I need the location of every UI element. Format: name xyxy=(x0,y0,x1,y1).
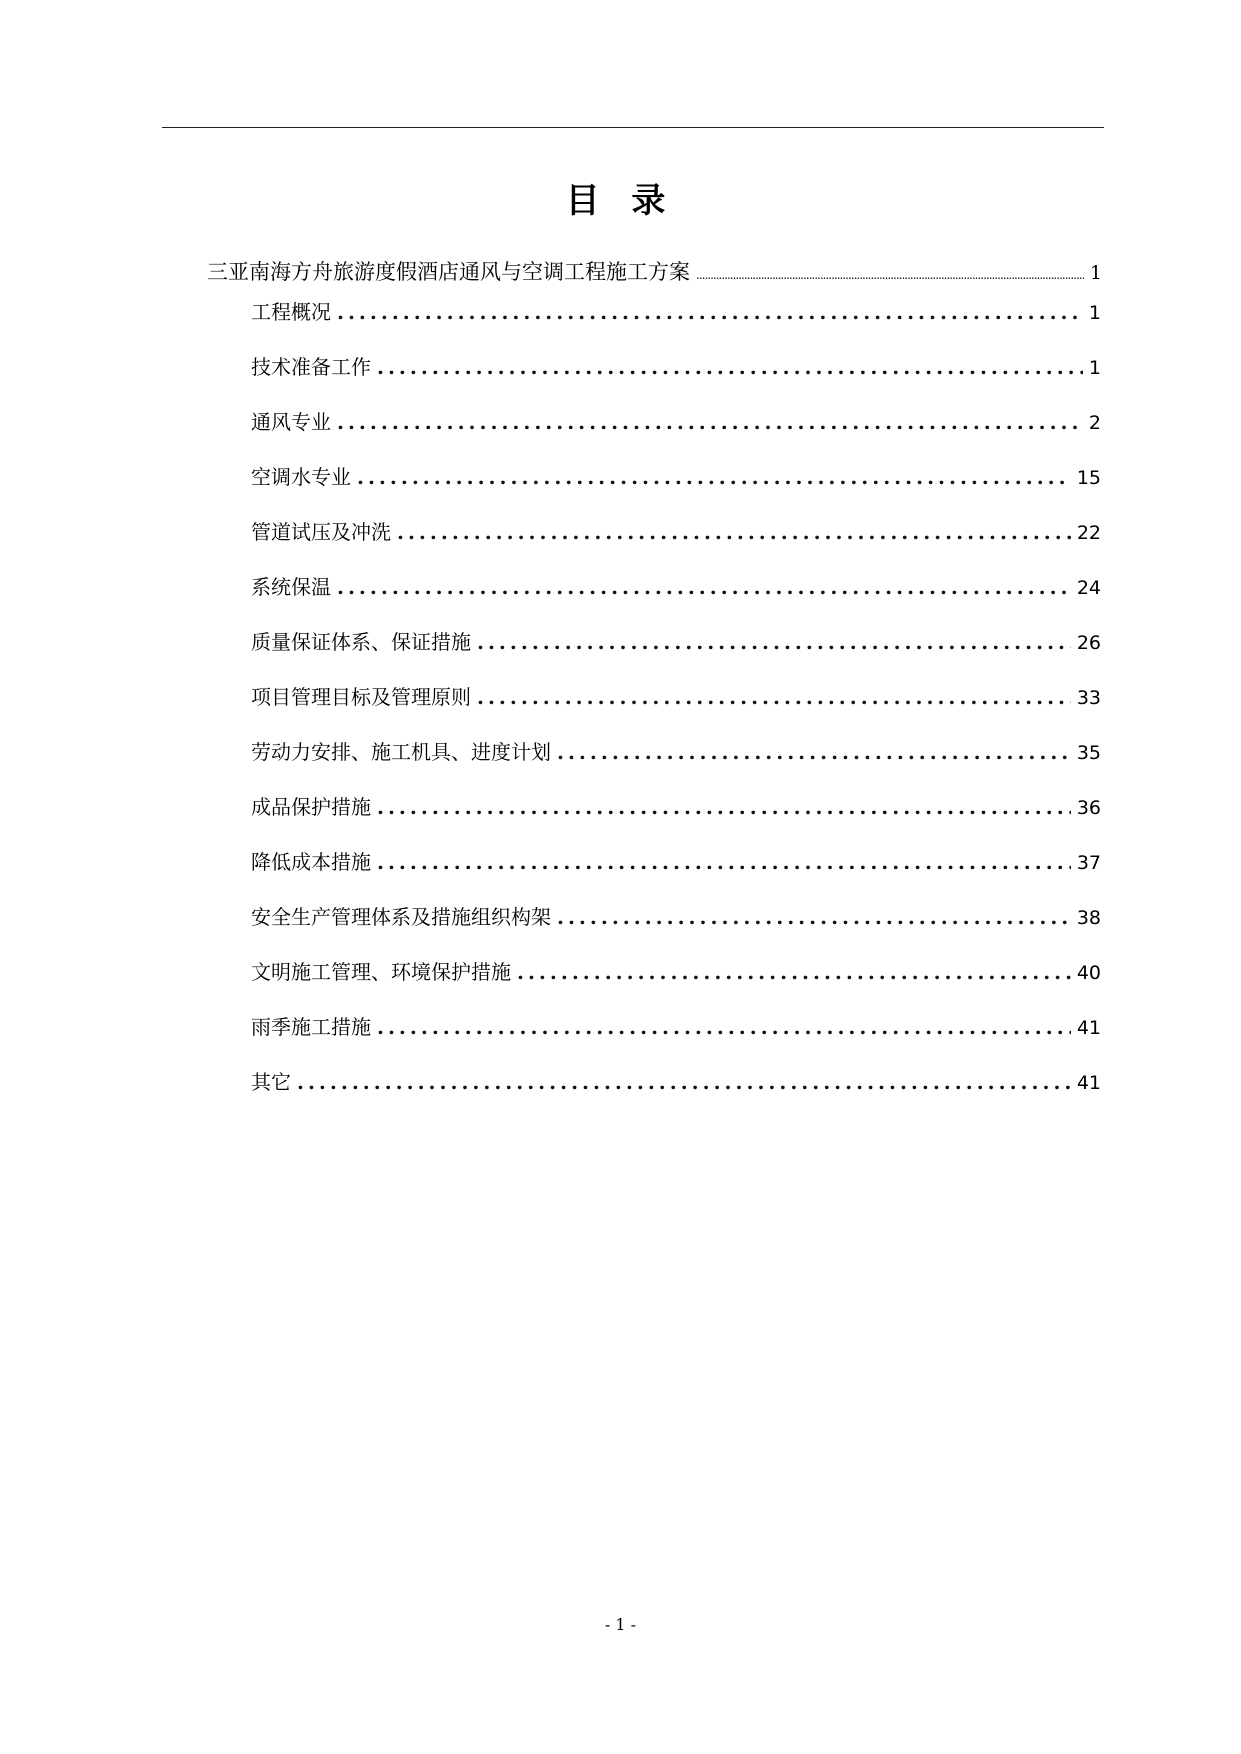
toc-leader-dots xyxy=(337,408,1083,436)
toc-entry-label: 文明施工管理、环境保护措施 xyxy=(251,960,511,984)
toc-leader-dots xyxy=(337,298,1083,326)
toc-leader-dots xyxy=(557,738,1071,766)
toc-entry[interactable] xyxy=(251,793,1101,822)
toc-entry-page: 1 xyxy=(1088,302,1101,324)
toc-entry[interactable] xyxy=(251,573,1101,602)
toc-entry-label: 系统保温 xyxy=(251,575,331,599)
toc-leader-dots xyxy=(337,573,1071,601)
toc-entry[interactable] xyxy=(251,463,1101,492)
toc-entry-label: 技术准备工作 xyxy=(251,355,371,379)
toc-entry[interactable] xyxy=(251,738,1101,767)
toc-entry-label: 降低成本措施 xyxy=(251,850,371,874)
toc-entry-label: 管道试压及冲洗 xyxy=(251,520,391,544)
toc-entry-page: 1 xyxy=(1089,262,1102,284)
toc-leader-dots xyxy=(696,261,1084,289)
toc-entry[interactable] xyxy=(207,258,1102,289)
toc-entry[interactable] xyxy=(251,298,1101,327)
toc-entry-label: 质量保证体系、保证措施 xyxy=(251,630,471,654)
toc-title: 目 录 xyxy=(565,181,676,221)
toc-entry-page: 2 xyxy=(1088,412,1101,434)
toc-entry-label: 劳动力安排、施工机具、进度计划 xyxy=(251,740,551,764)
toc-entry[interactable] xyxy=(251,408,1101,437)
toc-leader-dots xyxy=(477,628,1071,656)
toc-entry-page: 35 xyxy=(1076,742,1101,764)
toc-entry-label: 其它 xyxy=(251,1070,291,1094)
toc-entry-page: 41 xyxy=(1076,1072,1101,1094)
toc-entry-page: 33 xyxy=(1076,687,1101,709)
toc-leader-dots xyxy=(477,683,1071,711)
toc-entry-page: 24 xyxy=(1076,577,1101,599)
toc-entry[interactable] xyxy=(251,628,1101,657)
toc-entry-page: 36 xyxy=(1076,797,1101,819)
toc-entry-page: 37 xyxy=(1076,852,1101,874)
toc-entry[interactable] xyxy=(251,848,1101,877)
toc-entry-label: 雨季施工措施 xyxy=(251,1015,371,1039)
toc-leader-dots xyxy=(377,848,1071,876)
toc-entry-page: 22 xyxy=(1076,522,1101,544)
toc-leader-dots xyxy=(357,463,1071,491)
toc-entry-label: 项目管理目标及管理原则 xyxy=(251,685,471,709)
toc-leader-dots xyxy=(397,518,1071,546)
toc-entry-page: 26 xyxy=(1076,632,1101,654)
toc-leader-dots xyxy=(377,1013,1071,1041)
page-number: - 1 - xyxy=(604,1615,637,1634)
toc-entry-page: 15 xyxy=(1076,467,1101,489)
toc-entry-page: 41 xyxy=(1076,1017,1101,1039)
toc-entry[interactable] xyxy=(251,1013,1101,1042)
toc-entry[interactable] xyxy=(251,683,1101,712)
toc-entry[interactable] xyxy=(251,353,1101,382)
toc-leader-dots xyxy=(517,958,1071,986)
toc-entry[interactable] xyxy=(251,958,1101,987)
toc-entry-label: 成品保护措施 xyxy=(251,795,371,819)
toc-entry-label: 通风专业 xyxy=(251,410,331,434)
toc-leader-dots xyxy=(377,793,1071,821)
toc-entry-label: 三亚南海方舟旅游度假酒店通风与空调工程施工方案 xyxy=(207,260,690,284)
toc-entry[interactable] xyxy=(251,1068,1101,1097)
toc-leader-dots xyxy=(557,903,1071,931)
header-rule xyxy=(162,127,1104,128)
toc-entry-page: 38 xyxy=(1076,907,1101,929)
toc-entry-label: 安全生产管理体系及措施组织构架 xyxy=(251,905,551,929)
toc-entry-label: 空调水专业 xyxy=(251,465,351,489)
toc-leader-dots xyxy=(377,353,1083,381)
toc-entry-page: 40 xyxy=(1076,962,1101,984)
toc-entry[interactable] xyxy=(251,903,1101,932)
toc-entry[interactable] xyxy=(251,518,1101,547)
toc-leader-dots xyxy=(297,1068,1071,1096)
toc-entry-label: 工程概况 xyxy=(251,300,331,324)
toc-entry-page: 1 xyxy=(1088,357,1101,379)
